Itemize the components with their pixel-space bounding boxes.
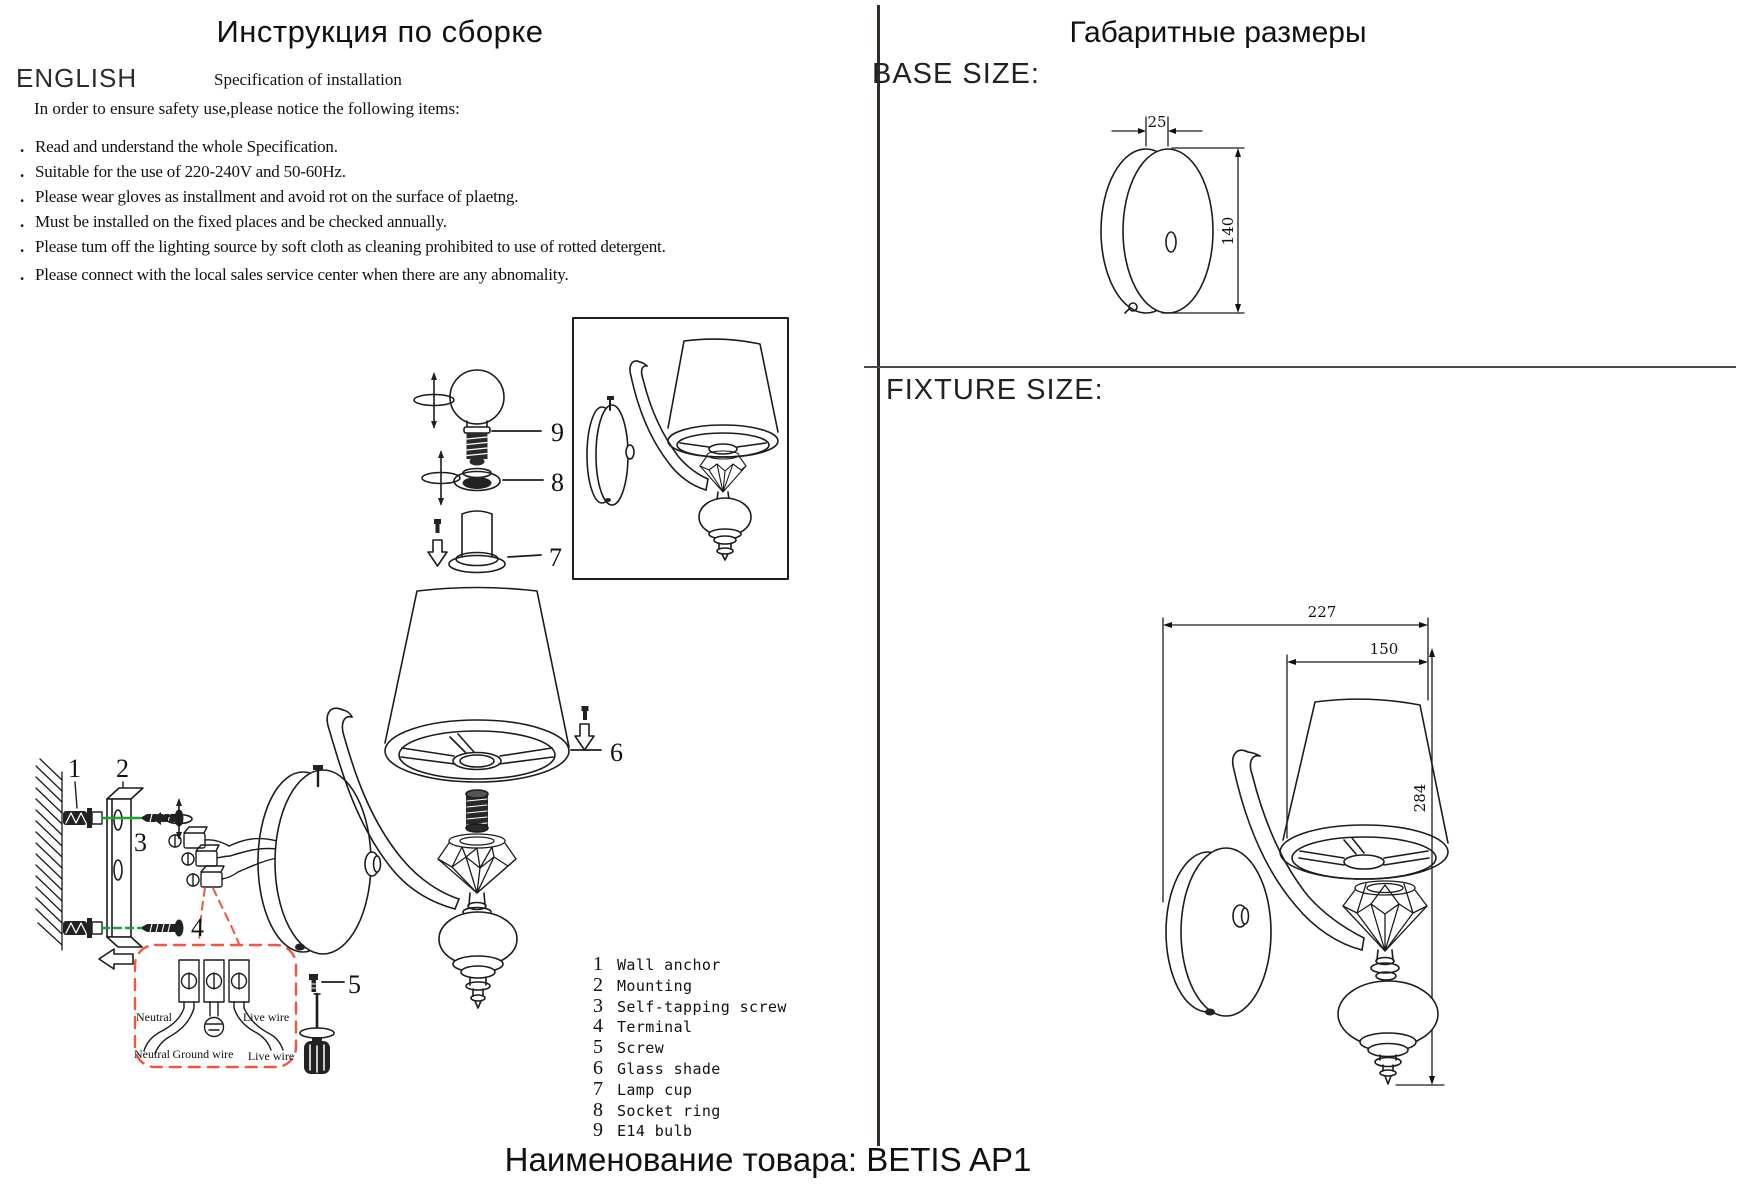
terminal-block <box>179 960 199 1002</box>
glass-shade-drawing <box>385 588 569 783</box>
parts-list-item <box>593 1119 787 1140</box>
dim-shade-width <box>1287 655 1428 838</box>
part-label: Terminal <box>617 1018 693 1037</box>
wall-anchor <box>63 808 102 828</box>
callout-leader <box>508 555 541 557</box>
parts-list-item <box>593 995 787 1016</box>
screwdriver-icon <box>300 994 334 1074</box>
mounting-bracket <box>107 788 143 947</box>
product-name-caption: Наименование товара: BETIS AP1 <box>504 1141 1032 1178</box>
bullet-item <box>20 137 338 157</box>
wall-plate <box>258 765 381 954</box>
callout-9: 9 <box>551 418 564 447</box>
bullet-item <box>20 212 447 232</box>
part-number: 6 <box>593 1056 603 1079</box>
callout-2: 2 <box>116 754 129 783</box>
spec-heading: Specification of installation <box>214 70 402 89</box>
bullet-text: Please wear gloves as installment and avoid rot on the surface of plaetng. <box>35 187 519 206</box>
ground-screw-icon <box>205 1018 224 1037</box>
fixture-size-label: FIXTURE SIZE: <box>886 374 1104 406</box>
part-number: 8 <box>593 1098 603 1121</box>
callout-8: 8 <box>551 468 564 497</box>
language-label: ENGLISH <box>16 63 138 93</box>
neutral-label-bottom: Neutral <box>134 1047 170 1061</box>
bullet-item <box>20 162 346 182</box>
wall-hatch <box>36 759 62 950</box>
part-number: 5 <box>593 1036 603 1059</box>
rotate-pin-icon <box>414 372 454 429</box>
page-title-right: Габаритные размеры <box>1069 16 1367 49</box>
fixture-size-drawing <box>1040 550 1740 1110</box>
bullet-dot: . <box>20 212 25 231</box>
crystal-diamond <box>438 834 516 893</box>
bullet-dot: . <box>20 187 25 206</box>
part-label: Screw <box>617 1039 665 1058</box>
wall-anchor <box>63 918 102 938</box>
dim-depth-value: 25 <box>1147 113 1167 131</box>
base-plate <box>1101 149 1213 313</box>
assembled-view-inset <box>573 318 788 579</box>
bullet-text: Read and understand the whole Specification. <box>35 137 338 156</box>
part-number: 1 <box>593 953 603 975</box>
base-size-drawing <box>860 100 1740 360</box>
fixture-urn-finial <box>1338 950 1438 1084</box>
parts-list-item <box>593 974 787 995</box>
part-number: 9 <box>593 1119 603 1142</box>
live-label-top: Live wire <box>242 1010 290 1024</box>
dim-fixture-height-value: 284 <box>1411 783 1429 813</box>
lamp-cup-drawing <box>449 511 505 573</box>
parts-list-item <box>593 1099 787 1120</box>
callout-leader <box>75 782 77 808</box>
bullet-text: Please connect with the local sales service center when there are any abnomality. <box>35 265 569 284</box>
bullet-dot: . <box>20 237 25 256</box>
urn-finial <box>439 893 517 1008</box>
terminal-detail-leader <box>199 888 239 944</box>
part-number: 3 <box>593 994 603 1017</box>
bulb-drawing <box>450 370 504 466</box>
callout-6: 6 <box>610 738 623 767</box>
terminal-block <box>229 960 249 1002</box>
part-label: Wall anchor <box>617 956 721 974</box>
ground-wire-label: Ground wire <box>172 1047 234 1061</box>
bullet-text: Must be installed on the fixed places and be checked annually. <box>35 212 447 231</box>
part-label: Mounting <box>617 976 693 995</box>
part-number: 4 <box>593 1015 603 1038</box>
page-title-left: Инструкция по сборке <box>216 14 544 49</box>
base-size-label: BASE SIZE: <box>872 58 1040 90</box>
dim-width-value: 227 <box>1307 603 1337 621</box>
bullet-dot: . <box>20 137 25 156</box>
bullet-dot: . <box>20 265 25 284</box>
part-label: Lamp cup <box>617 1080 693 1099</box>
dim-height-value: 140 <box>1219 216 1237 246</box>
bullet-text: Please tum off the lighting source by soft cloth as cleaning prohibited to use of rotted detergent. <box>35 237 666 256</box>
parts-list-item <box>593 953 787 974</box>
callout-3: 3 <box>134 828 147 857</box>
bullet-item <box>20 187 518 207</box>
parts-list <box>593 953 787 1140</box>
insert-arrow-icon <box>428 519 447 566</box>
fixture-diamond <box>1343 881 1427 951</box>
part-label: E14 bulb <box>617 1122 693 1141</box>
part-number: 7 <box>593 1077 603 1100</box>
parts-list-item <box>593 1015 787 1036</box>
intro-text: In order to ensure safety use,please notice the following items: <box>34 99 460 118</box>
part-label: Self-tapping screw <box>617 997 787 1016</box>
parts-list-item <box>593 1078 787 1099</box>
bullet-item <box>20 237 666 257</box>
plate-wires <box>229 839 277 872</box>
callout-1: 1 <box>68 754 81 783</box>
tapping-screw <box>140 920 184 937</box>
part-label: Glass shade <box>617 1059 721 1078</box>
section-divider <box>864 366 1736 368</box>
callout-5: 5 <box>348 970 361 999</box>
small-screw <box>309 974 318 992</box>
callout-7: 7 <box>549 543 562 572</box>
terminal-group <box>169 827 238 887</box>
callout-4: 4 <box>191 913 204 942</box>
neutral-label-top: Neutral <box>136 1010 172 1024</box>
dim-shade-width-value: 150 <box>1369 640 1399 658</box>
threaded-rod <box>466 790 488 832</box>
socket-ring-drawing <box>454 469 500 491</box>
bullet-dot: . <box>20 162 25 181</box>
part-label: Socket ring <box>617 1101 721 1120</box>
bullet-text: Suitable for the use of 220-240V and 50-60Hz. <box>35 162 346 181</box>
terminal-block <box>204 960 224 1002</box>
parts-list-item <box>593 1057 787 1078</box>
fixture-wall-plate <box>1166 848 1271 1016</box>
parts-list-item <box>593 1036 787 1057</box>
part-number: 2 <box>593 973 603 996</box>
live-label-bottom: Live wire <box>247 1049 295 1063</box>
direction-arrow-left-icon <box>99 949 133 969</box>
insert-arrow-icon <box>575 706 594 750</box>
